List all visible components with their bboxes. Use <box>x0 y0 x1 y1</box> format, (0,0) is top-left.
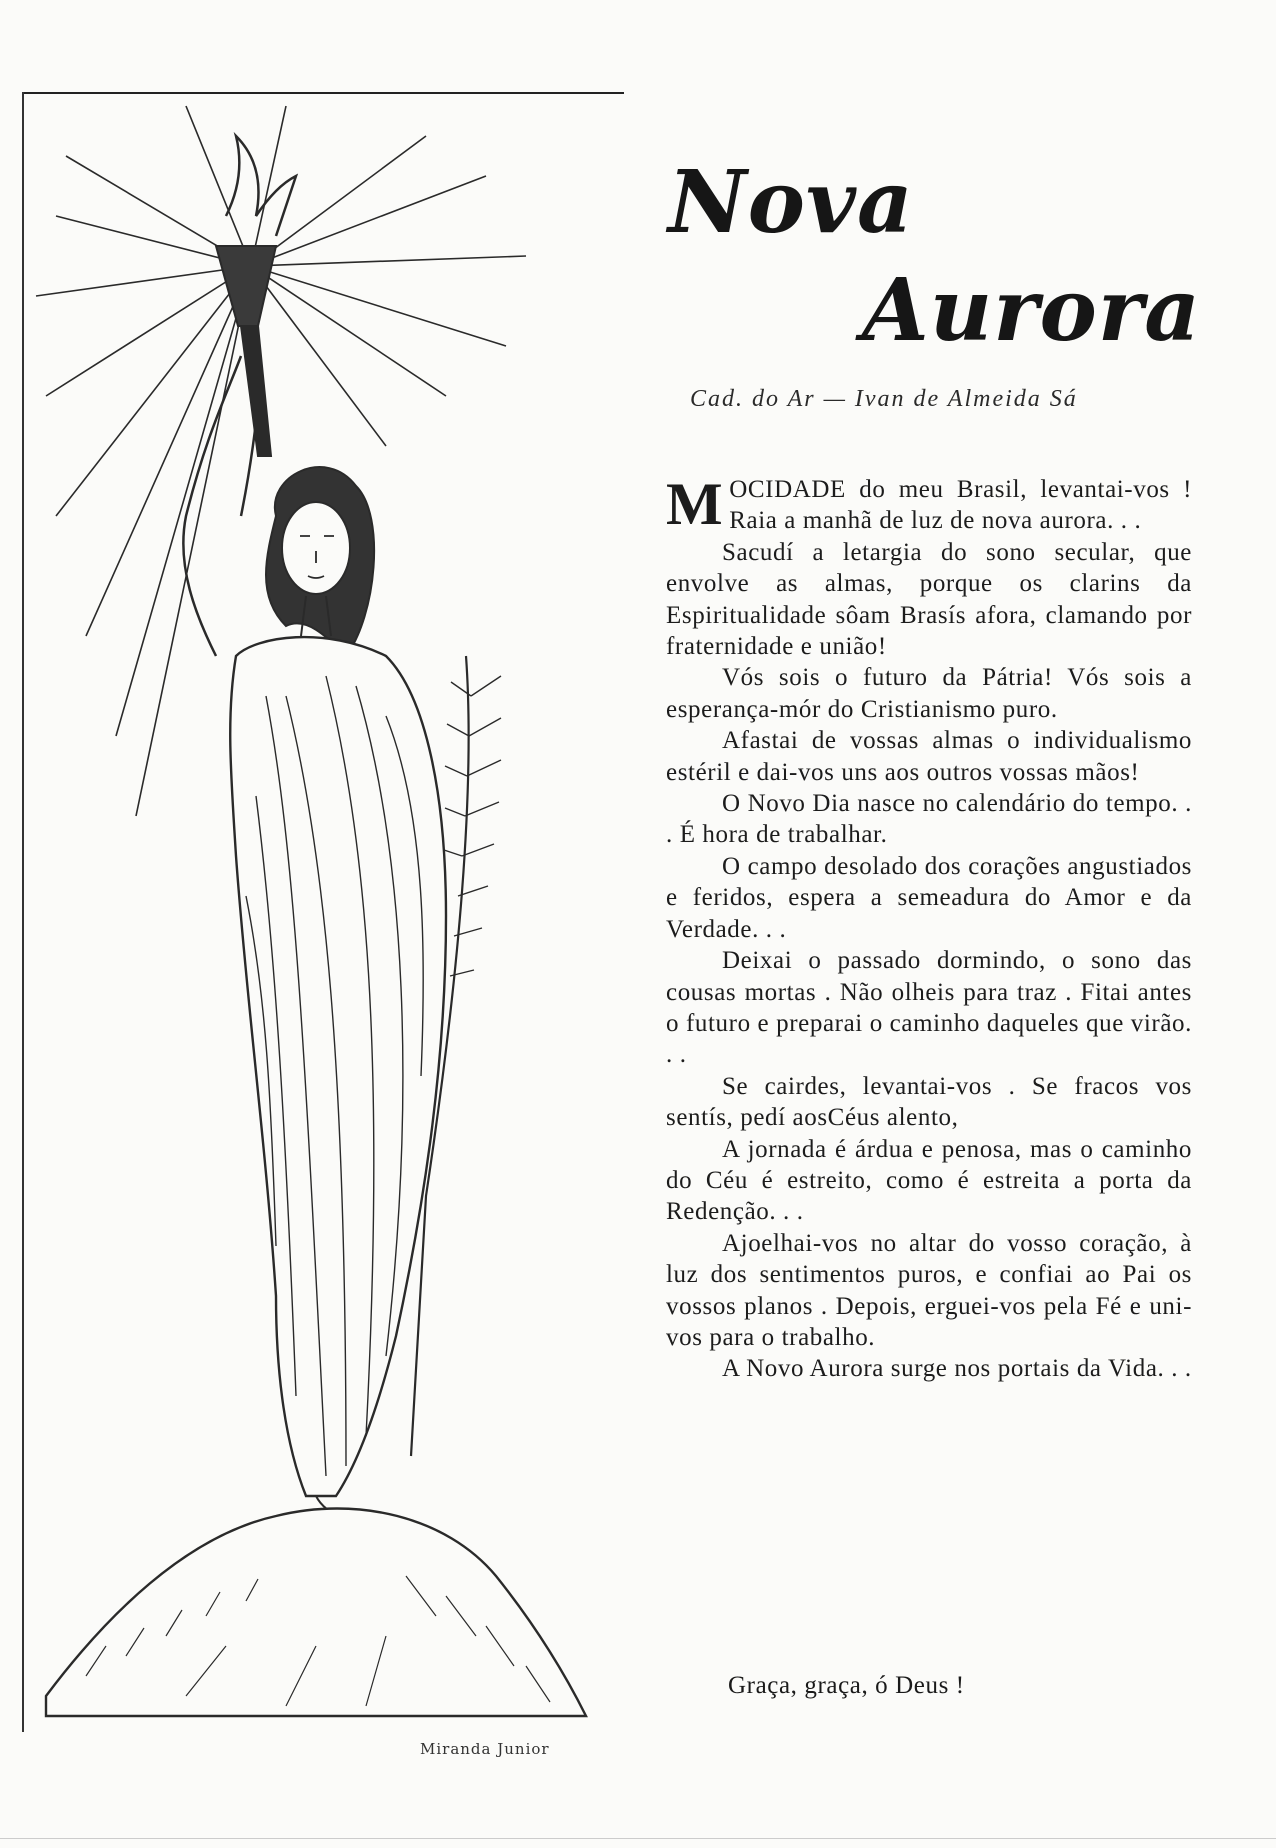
drop-cap: M <box>666 471 724 537</box>
left-rule <box>22 92 24 1732</box>
top-rule <box>22 92 624 94</box>
paragraph: Se cairdes, levantai-vos . Se fracos vos sentís, pedí aosCéus alento, <box>666 1072 1192 1132</box>
paragraph: A jornada é árdua e penosa, mas o caminho do Céu é estreito, como é estreita a porta da Redenção. . . <box>666 1135 1192 1226</box>
paragraph: O campo desolado dos corações angustiados e feridos, espera a semeadura do Amor e da Verdade. . . <box>666 852 1192 943</box>
paragraph: Ajoelhai-vos no altar do vosso coração, à luz dos sentimentos puros, e confiai ao Pai os vossos planos . Depois, erguei-vos pela Fé e uni-vos para o trabalho. <box>666 1229 1192 1351</box>
closing-line: Graça, graça, ó Deus ! <box>728 1672 965 1699</box>
torch-bearer-figure-illustration <box>26 96 626 1736</box>
paragraph: Afastai de vossas almas o individualismo estéril e dai-vos uns aos outros vossas mãos! <box>666 727 1192 786</box>
page-title-line-2: Aurora <box>862 260 1201 361</box>
paragraph: MOCIDADE do meu Brasil, levantai-vos ! Raia a manhã de luz de nova aurora. . . <box>666 471 1192 537</box>
bottom-rule <box>0 1838 1276 1839</box>
paragraph: Vós sois o futuro da Pátria! Vós sois a esperança-mór do Cristianismo puro. <box>666 664 1192 723</box>
paragraph: Deixai o passado dormindo, o sono das cousas mortas . Não olheis para traz . Fitai antes o futuro e preparai o caminho daqueles que virão. . . <box>666 947 1192 1069</box>
paragraph: A Novo Aurora surge nos portais da Vida. . . <box>722 1355 1192 1383</box>
illustration-credit: Miranda Junior <box>420 1740 550 1758</box>
paragraph: Sacudí a letargia do sono secular, que envolve as almas, porque os clarins da Espiritualidade sôam Brasís afora, clamando por fraternidade e união! <box>666 538 1192 661</box>
author-byline: Cad. do Ar — Ivan de Almeida Sá <box>690 386 1078 412</box>
paragraph: O Novo Dia nasce no calendário do tempo. . . É hora de trabalhar. <box>666 790 1192 849</box>
article-body <box>666 471 1192 1385</box>
page-title-line-1: Nova <box>668 152 914 253</box>
